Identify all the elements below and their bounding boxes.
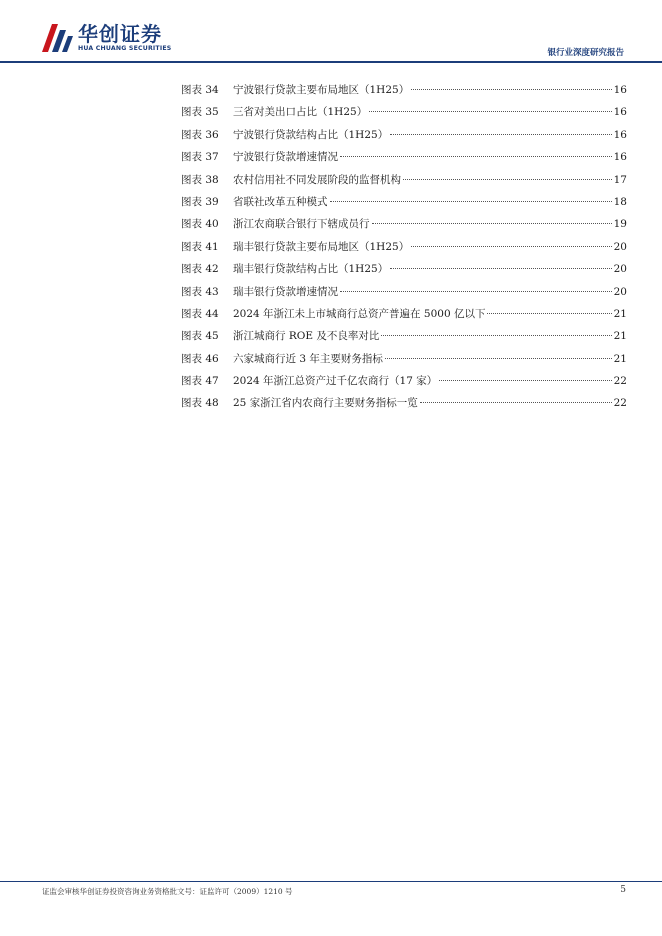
toc-entry[interactable] — [181, 216, 627, 238]
page-header — [0, 0, 662, 64]
toc-dot-leader — [439, 379, 611, 381]
toc-figure-number: 图表 44 — [181, 307, 219, 320]
toc-dot-leader — [411, 245, 611, 247]
toc-entry[interactable] — [181, 82, 627, 104]
toc-dot-leader — [420, 401, 612, 403]
toc-dot-leader — [487, 312, 611, 314]
toc-entry[interactable] — [181, 328, 627, 350]
toc-page-number: 20 — [613, 263, 627, 276]
toc-page-number: 16 — [613, 151, 627, 164]
toc-figure-title: 宁波银行贷款增速情况 — [233, 151, 338, 164]
header-divider — [0, 61, 662, 63]
toc-figure-number: 图表 47 — [181, 375, 219, 388]
toc-page-number: 17 — [613, 173, 627, 186]
toc-figure-title: 浙江农商联合银行下辖成员行 — [233, 218, 370, 231]
toc-dot-leader — [340, 290, 612, 292]
toc-figure-title: 瑞丰银行贷款增速情况 — [233, 285, 338, 298]
toc-figure-number: 图表 38 — [181, 173, 219, 186]
toc-figure-title: 浙江城商行 ROE 及不良率对比 — [233, 330, 380, 343]
toc-dot-leader — [390, 133, 611, 135]
toc-entry[interactable] — [181, 395, 627, 417]
toc-figure-title: 宁波银行贷款结构占比（1H25） — [233, 128, 389, 141]
toc-entry[interactable] — [181, 194, 627, 216]
toc-figure-number: 图表 42 — [181, 263, 219, 276]
toc-figure-title: 农村信用社不同发展阶段的监督机构 — [233, 173, 401, 186]
toc-figure-number: 图表 46 — [181, 352, 219, 365]
toc-page-number: 21 — [613, 352, 627, 365]
toc-figure-number: 图表 43 — [181, 285, 219, 298]
toc-entry[interactable] — [181, 284, 627, 306]
footer-divider — [0, 881, 662, 882]
toc-page-number: 16 — [613, 106, 627, 119]
toc-entry[interactable] — [181, 104, 627, 126]
page-number: 5 — [620, 885, 626, 895]
toc-figure-title: 2024 年浙江总资产过千亿农商行（17 家） — [233, 375, 438, 388]
toc-figure-number: 图表 48 — [181, 397, 219, 410]
toc-page-number: 21 — [613, 330, 627, 343]
toc-dot-leader — [390, 267, 611, 269]
toc-dot-leader — [372, 222, 612, 224]
toc-figure-title: 六家城商行近 3 年主要财务指标 — [233, 352, 383, 365]
toc-figure-title: 2024 年浙江未上市城商行总资产普遍在 5000 亿以下 — [233, 307, 486, 320]
toc-figure-number: 图表 41 — [181, 240, 219, 253]
toc-figure-number: 图表 36 — [181, 128, 219, 141]
toc-figure-number: 图表 39 — [181, 195, 219, 208]
toc-dot-leader — [411, 88, 611, 90]
toc-page-number: 21 — [613, 307, 627, 320]
toc-page-number: 19 — [613, 218, 627, 231]
toc-figure-number: 图表 45 — [181, 330, 219, 343]
toc-dot-leader — [330, 200, 612, 202]
footer-license-text: 证监会审核华创证券投资咨询业务资格批文号：证监许可（2009）1210 号 — [42, 887, 293, 896]
toc-dot-leader — [381, 334, 611, 336]
toc-page-number: 16 — [613, 84, 627, 96]
toc-page-number: 22 — [613, 397, 627, 410]
toc-dot-leader — [340, 155, 612, 157]
toc-dot-leader — [369, 110, 611, 112]
toc-page-number: 16 — [613, 128, 627, 141]
toc-entry[interactable] — [181, 127, 627, 149]
toc-page-number: 18 — [613, 195, 627, 208]
toc-figure-title: 瑞丰银行贷款结构占比（1H25） — [233, 263, 389, 276]
toc-page-number: 20 — [613, 285, 627, 298]
toc-dot-leader — [385, 357, 612, 359]
toc-entry[interactable] — [181, 373, 627, 395]
logo-mark-icon — [40, 20, 74, 54]
toc-figure-number: 图表 34 — [181, 84, 219, 96]
report-type-label: 银行业深度研究报告 — [547, 48, 624, 58]
logo-chinese-name: 华创证券 — [78, 22, 162, 46]
toc-figure-title: 三省对美出口占比（1H25） — [233, 106, 368, 119]
logo-english-name: HUA CHUANG SECURITIES — [78, 45, 172, 52]
toc-figure-title: 宁波银行贷款主要布局地区（1H25） — [233, 84, 410, 96]
toc-entry[interactable] — [181, 306, 627, 328]
toc-figure-title: 25 家浙江省内农商行主要财务指标一览 — [233, 397, 418, 410]
toc-figure-number: 图表 37 — [181, 151, 219, 164]
toc-entry[interactable] — [181, 172, 627, 194]
toc-figure-title: 省联社改革五种模式 — [233, 195, 328, 208]
toc-dot-leader — [403, 178, 612, 180]
toc-entry[interactable] — [181, 239, 627, 261]
company-logo — [40, 18, 180, 58]
toc-entry[interactable] — [181, 351, 627, 373]
toc-figure-number: 图表 40 — [181, 218, 219, 231]
toc-entry[interactable] — [181, 261, 627, 283]
toc-page-number: 22 — [613, 375, 627, 388]
toc-figure-number: 图表 35 — [181, 106, 219, 119]
figure-index-list — [181, 82, 627, 418]
toc-page-number: 20 — [613, 240, 627, 253]
toc-entry[interactable] — [181, 149, 627, 171]
toc-figure-title: 瑞丰银行贷款主要布局地区（1H25） — [233, 240, 410, 253]
